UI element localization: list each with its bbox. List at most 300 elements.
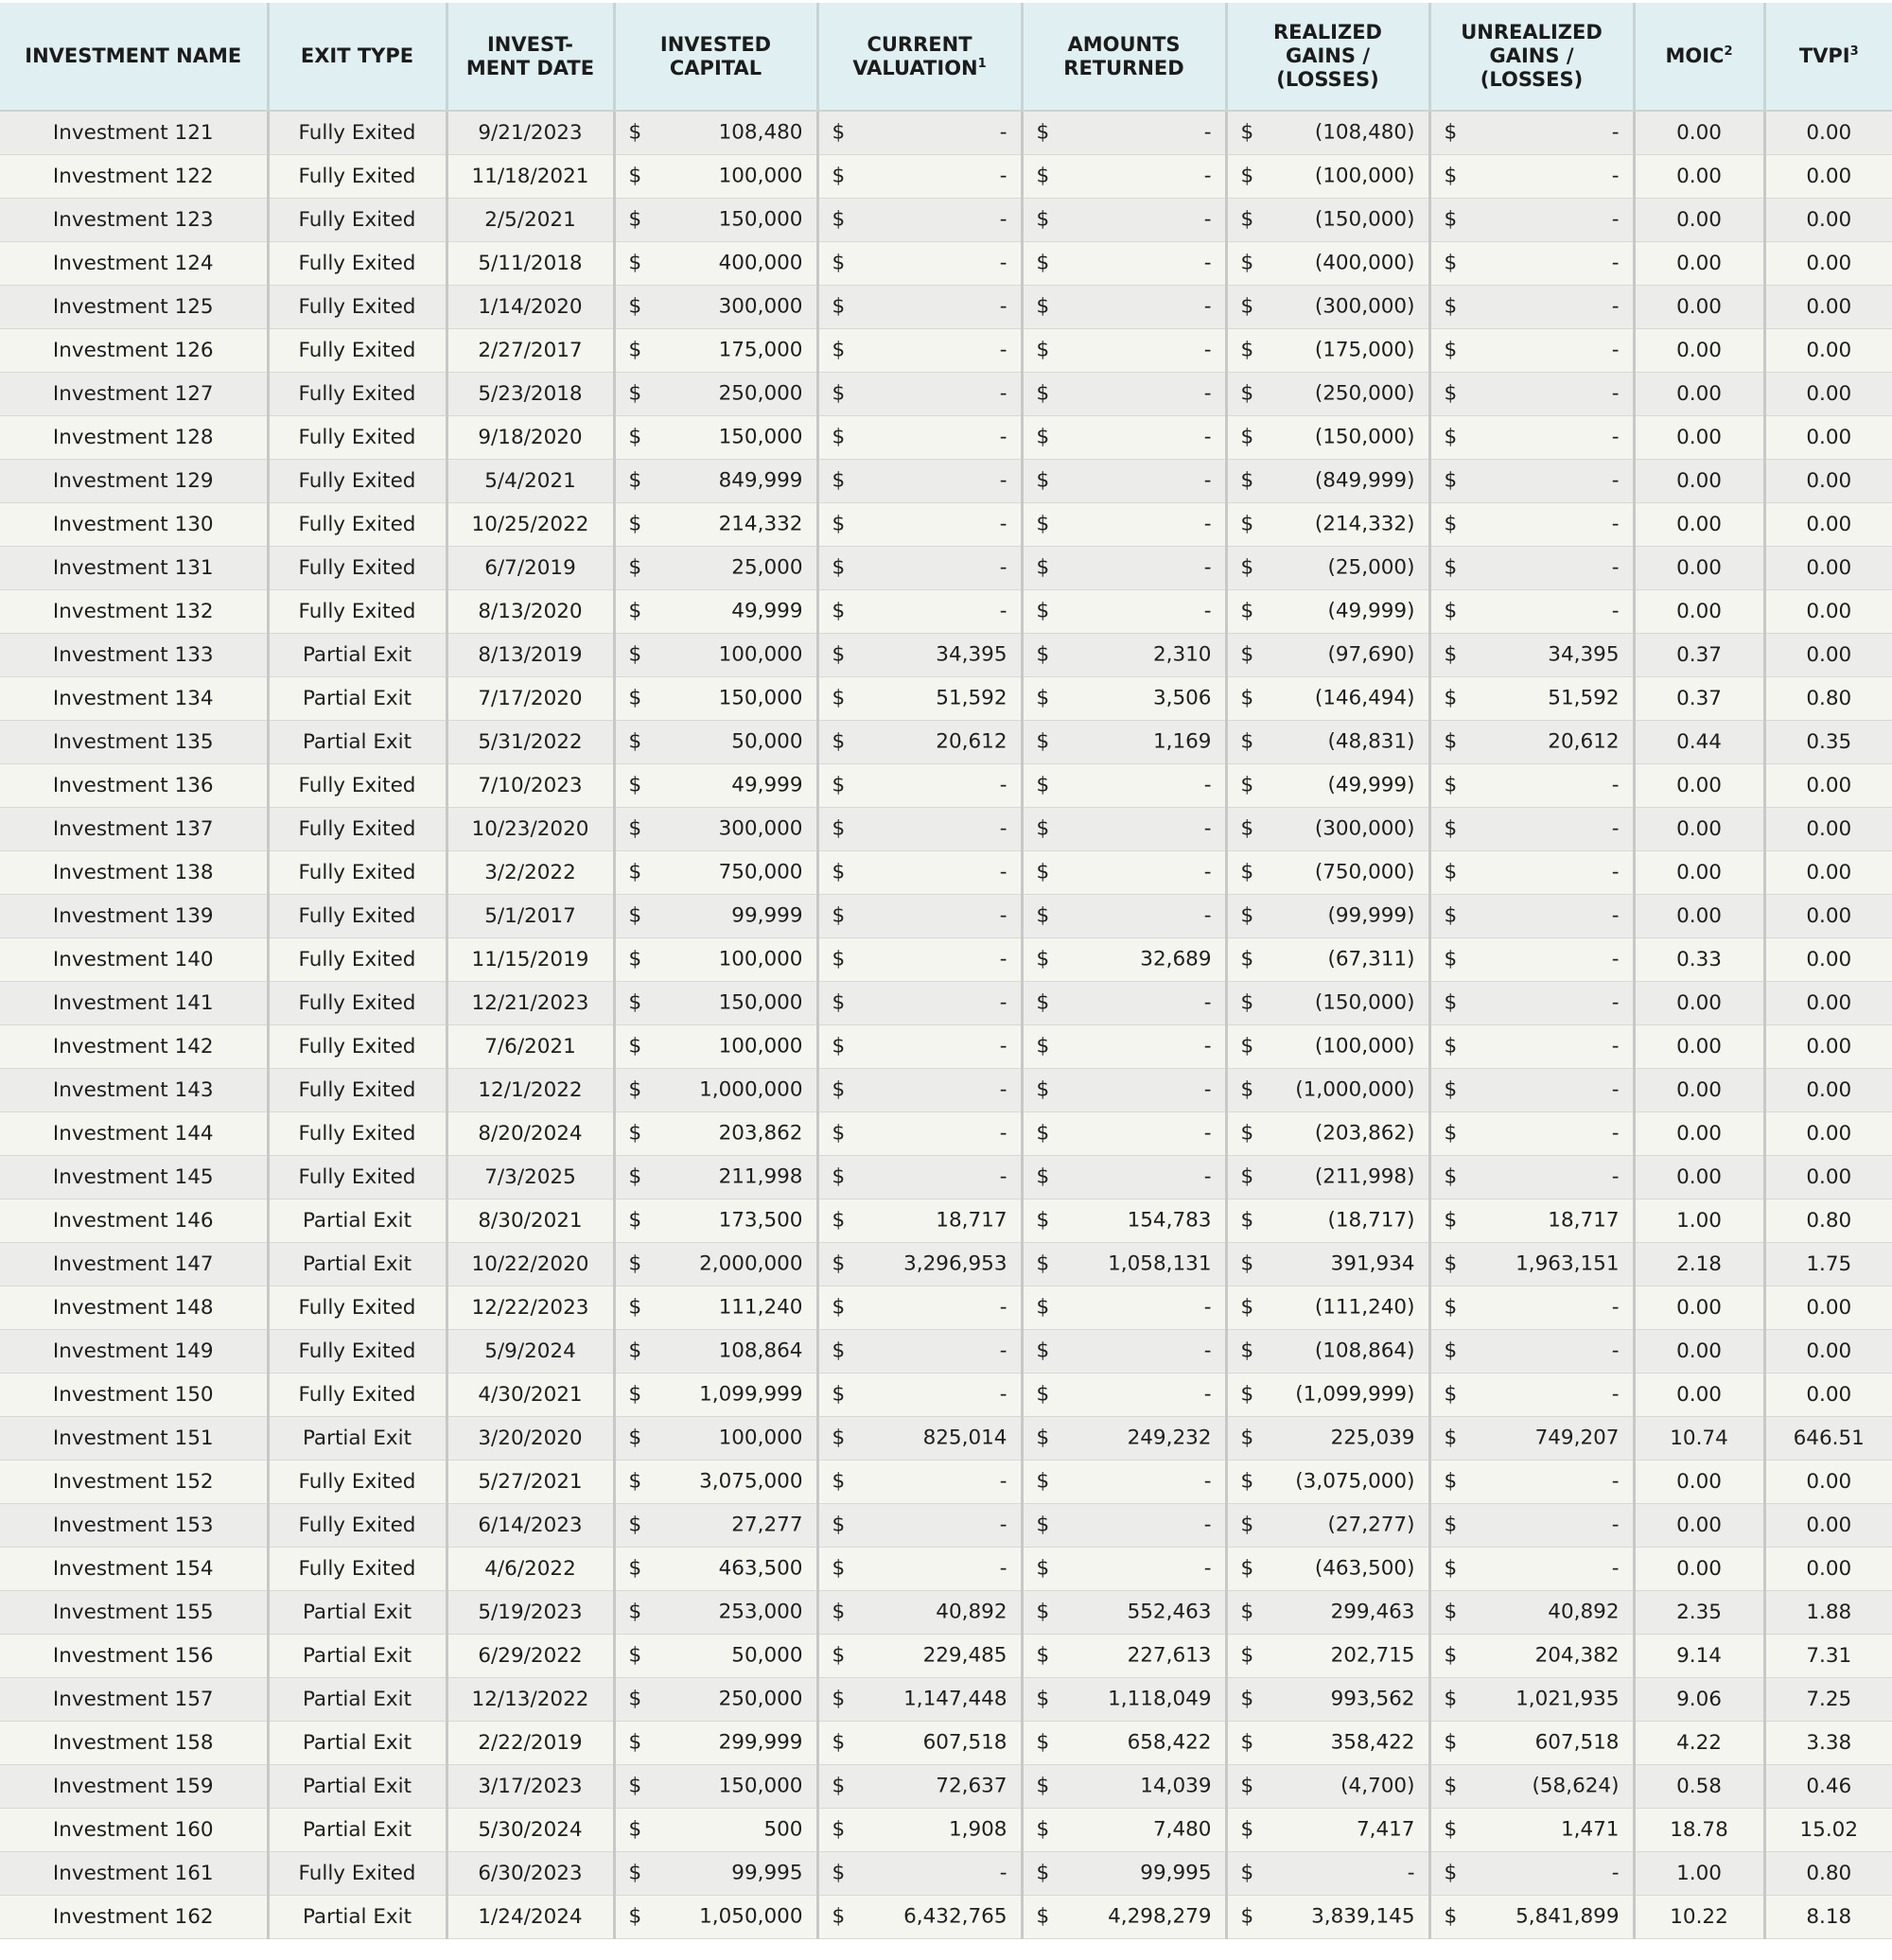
moic-cell[interactable]: 0.00 [1634,1111,1764,1155]
invested-capital-cell[interactable] [614,1199,817,1242]
investment-name-cell[interactable]: Investment 143 [0,1068,268,1111]
investment-name-cell[interactable]: Investment 128 [0,415,268,459]
realized-gains-cell[interactable] [1226,459,1429,502]
unrealized-gains-cell[interactable] [1429,807,1634,850]
amounts-returned-cell[interactable] [1022,502,1226,546]
amounts-returned-cell[interactable] [1022,850,1226,894]
current-valuation-cell[interactable] [817,937,1022,981]
current-valuation-cell[interactable] [817,546,1022,589]
tvpi-cell[interactable]: 0.35 [1764,720,1892,763]
amounts-returned-cell[interactable] [1022,1764,1226,1808]
current-valuation-cell[interactable] [817,502,1022,546]
investment-name-cell[interactable]: Investment 122 [0,154,268,198]
amounts-returned-cell[interactable] [1022,633,1226,676]
investment-date-cell[interactable]: 2/5/2021 [447,198,614,241]
moic-cell[interactable]: 0.00 [1634,285,1764,328]
col-exit-type[interactable]: EXIT TYPE [268,3,447,111]
amounts-returned-cell[interactable] [1022,1111,1226,1155]
tvpi-cell[interactable]: 0.00 [1764,1068,1892,1111]
moic-cell[interactable]: 18.78 [1634,1808,1764,1851]
current-valuation-cell[interactable] [817,1111,1022,1155]
current-valuation-cell[interactable] [817,1286,1022,1329]
amounts-returned-cell[interactable] [1022,1851,1226,1895]
investment-date-cell[interactable]: 9/18/2020 [447,415,614,459]
moic-cell[interactable]: 0.00 [1634,850,1764,894]
amounts-returned-cell[interactable] [1022,1590,1226,1634]
invested-capital-cell[interactable] [614,1503,817,1547]
realized-gains-cell[interactable] [1226,1895,1429,1938]
investment-date-cell[interactable]: 3/20/2020 [447,1416,614,1460]
tvpi-cell[interactable]: 0.80 [1764,676,1892,720]
realized-gains-cell[interactable] [1226,372,1429,415]
investment-date-cell[interactable]: 8/20/2024 [447,1111,614,1155]
invested-capital-cell[interactable] [614,415,817,459]
exit-type-cell[interactable]: Partial Exit [268,1721,447,1764]
moic-cell[interactable]: 0.00 [1634,807,1764,850]
invested-capital-cell[interactable] [614,502,817,546]
tvpi-cell[interactable]: 0.00 [1764,198,1892,241]
realized-gains-cell[interactable] [1226,1416,1429,1460]
moic-cell[interactable]: 2.18 [1634,1242,1764,1286]
current-valuation-cell[interactable] [817,1547,1022,1590]
investment-date-cell[interactable]: 7/3/2025 [447,1155,614,1199]
realized-gains-cell[interactable] [1226,720,1429,763]
investment-name-cell[interactable]: Investment 157 [0,1677,268,1721]
amounts-returned-cell[interactable] [1022,111,1226,154]
tvpi-cell[interactable]: 0.00 [1764,1547,1892,1590]
amounts-returned-cell[interactable] [1022,1677,1226,1721]
invested-capital-cell[interactable] [614,285,817,328]
realized-gains-cell[interactable] [1226,1068,1429,1111]
amounts-returned-cell[interactable] [1022,1721,1226,1764]
col-realized-gains[interactable]: REALIZED GAINS / (LOSSES) [1226,3,1429,111]
amounts-returned-cell[interactable] [1022,937,1226,981]
investment-name-cell[interactable]: Investment 132 [0,589,268,633]
realized-gains-cell[interactable] [1226,1764,1429,1808]
moic-cell[interactable]: 0.00 [1634,198,1764,241]
unrealized-gains-cell[interactable] [1429,1416,1634,1460]
current-valuation-cell[interactable] [817,459,1022,502]
moic-cell[interactable]: 0.00 [1634,459,1764,502]
investment-name-cell[interactable]: Investment 129 [0,459,268,502]
unrealized-gains-cell[interactable] [1429,1373,1634,1416]
current-valuation-cell[interactable] [817,372,1022,415]
investment-name-cell[interactable]: Investment 126 [0,328,268,372]
amounts-returned-cell[interactable] [1022,241,1226,285]
realized-gains-cell[interactable] [1226,1851,1429,1895]
moic-cell[interactable]: 0.44 [1634,720,1764,763]
invested-capital-cell[interactable] [614,1286,817,1329]
invested-capital-cell[interactable] [614,1851,817,1895]
unrealized-gains-cell[interactable] [1429,981,1634,1024]
tvpi-cell[interactable]: 0.00 [1764,111,1892,154]
current-valuation-cell[interactable] [817,1460,1022,1503]
unrealized-gains-cell[interactable] [1429,285,1634,328]
moic-cell[interactable]: 4.22 [1634,1721,1764,1764]
current-valuation-cell[interactable] [817,720,1022,763]
investment-name-cell[interactable]: Investment 144 [0,1111,268,1155]
amounts-returned-cell[interactable] [1022,1634,1226,1677]
realized-gains-cell[interactable] [1226,415,1429,459]
investment-date-cell[interactable]: 10/25/2022 [447,502,614,546]
exit-type-cell[interactable]: Partial Exit [268,676,447,720]
tvpi-cell[interactable]: 1.88 [1764,1590,1892,1634]
investment-date-cell[interactable]: 11/15/2019 [447,937,614,981]
amounts-returned-cell[interactable] [1022,1242,1226,1286]
investment-name-cell[interactable]: Investment 151 [0,1416,268,1460]
moic-cell[interactable]: 0.00 [1634,328,1764,372]
investment-name-cell[interactable]: Investment 162 [0,1895,268,1938]
exit-type-cell[interactable]: Partial Exit [268,720,447,763]
amounts-returned-cell[interactable] [1022,459,1226,502]
realized-gains-cell[interactable] [1226,502,1429,546]
tvpi-cell[interactable]: 0.00 [1764,850,1892,894]
tvpi-cell[interactable]: 0.00 [1764,1286,1892,1329]
exit-type-cell[interactable]: Fully Exited [268,502,447,546]
investment-date-cell[interactable]: 8/13/2019 [447,633,614,676]
exit-type-cell[interactable]: Fully Exited [268,589,447,633]
invested-capital-cell[interactable] [614,981,817,1024]
realized-gains-cell[interactable] [1226,1677,1429,1721]
realized-gains-cell[interactable] [1226,328,1429,372]
investment-name-cell[interactable]: Investment 150 [0,1373,268,1416]
unrealized-gains-cell[interactable] [1429,546,1634,589]
moic-cell[interactable]: 0.00 [1634,1068,1764,1111]
unrealized-gains-cell[interactable] [1429,633,1634,676]
investment-date-cell[interactable]: 5/11/2018 [447,241,614,285]
moic-cell[interactable]: 0.00 [1634,502,1764,546]
investment-date-cell[interactable]: 5/27/2021 [447,1460,614,1503]
exit-type-cell[interactable]: Fully Exited [268,285,447,328]
realized-gains-cell[interactable] [1226,1547,1429,1590]
investment-name-cell[interactable]: Investment 121 [0,111,268,154]
exit-type-cell[interactable]: Fully Exited [268,1373,447,1416]
moic-cell[interactable]: 1.00 [1634,1851,1764,1895]
investment-date-cell[interactable]: 7/17/2020 [447,676,614,720]
tvpi-cell[interactable]: 0.00 [1764,154,1892,198]
investment-date-cell[interactable]: 1/14/2020 [447,285,614,328]
investment-date-cell[interactable]: 5/1/2017 [447,894,614,937]
tvpi-cell[interactable]: 0.00 [1764,1503,1892,1547]
investment-date-cell[interactable]: 3/2/2022 [447,850,614,894]
exit-type-cell[interactable]: Fully Exited [268,328,447,372]
tvpi-cell[interactable]: 0.00 [1764,1460,1892,1503]
current-valuation-cell[interactable] [817,1155,1022,1199]
realized-gains-cell[interactable] [1226,1329,1429,1373]
unrealized-gains-cell[interactable] [1429,850,1634,894]
current-valuation-cell[interactable] [817,1895,1022,1938]
moic-cell[interactable]: 0.00 [1634,894,1764,937]
current-valuation-cell[interactable] [817,1416,1022,1460]
realized-gains-cell[interactable] [1226,894,1429,937]
moic-cell[interactable]: 0.33 [1634,937,1764,981]
realized-gains-cell[interactable] [1226,1242,1429,1286]
current-valuation-cell[interactable] [817,1503,1022,1547]
exit-type-cell[interactable]: Partial Exit [268,1634,447,1677]
invested-capital-cell[interactable] [614,850,817,894]
unrealized-gains-cell[interactable] [1429,1024,1634,1068]
realized-gains-cell[interactable] [1226,807,1429,850]
realized-gains-cell[interactable] [1226,1024,1429,1068]
moic-cell[interactable]: 0.00 [1634,589,1764,633]
unrealized-gains-cell[interactable] [1429,415,1634,459]
unrealized-gains-cell[interactable] [1429,459,1634,502]
realized-gains-cell[interactable] [1226,1111,1429,1155]
investment-date-cell[interactable]: 5/4/2021 [447,459,614,502]
col-amounts-returned[interactable]: AMOUNTS RETURNED [1022,3,1226,111]
exit-type-cell[interactable]: Fully Exited [268,1024,447,1068]
exit-type-cell[interactable]: Fully Exited [268,850,447,894]
exit-type-cell[interactable]: Fully Exited [268,372,447,415]
exit-type-cell[interactable]: Partial Exit [268,1242,447,1286]
current-valuation-cell[interactable] [817,633,1022,676]
investment-date-cell[interactable]: 5/19/2023 [447,1590,614,1634]
moic-cell[interactable]: 0.00 [1634,1024,1764,1068]
investment-name-cell[interactable]: Investment 135 [0,720,268,763]
realized-gains-cell[interactable] [1226,589,1429,633]
tvpi-cell[interactable]: 0.00 [1764,1373,1892,1416]
current-valuation-cell[interactable] [817,1024,1022,1068]
unrealized-gains-cell[interactable] [1429,241,1634,285]
moic-cell[interactable]: 0.58 [1634,1764,1764,1808]
investment-name-cell[interactable]: Investment 142 [0,1024,268,1068]
exit-type-cell[interactable]: Fully Exited [268,1503,447,1547]
current-valuation-cell[interactable] [817,676,1022,720]
tvpi-cell[interactable]: 0.46 [1764,1764,1892,1808]
current-valuation-cell[interactable] [817,981,1022,1024]
unrealized-gains-cell[interactable] [1429,1895,1634,1938]
realized-gains-cell[interactable] [1226,1590,1429,1634]
exit-type-cell[interactable]: Partial Exit [268,633,447,676]
invested-capital-cell[interactable] [614,154,817,198]
current-valuation-cell[interactable] [817,1634,1022,1677]
investment-name-cell[interactable]: Investment 152 [0,1460,268,1503]
amounts-returned-cell[interactable] [1022,763,1226,807]
amounts-returned-cell[interactable] [1022,546,1226,589]
realized-gains-cell[interactable] [1226,198,1429,241]
unrealized-gains-cell[interactable] [1429,763,1634,807]
investment-date-cell[interactable]: 12/1/2022 [447,1068,614,1111]
exit-type-cell[interactable]: Fully Exited [268,111,447,154]
col-investment-name[interactable]: INVESTMENT NAME [0,3,268,111]
realized-gains-cell[interactable] [1226,1373,1429,1416]
unrealized-gains-cell[interactable] [1429,1851,1634,1895]
realized-gains-cell[interactable] [1226,1460,1429,1503]
investment-date-cell[interactable]: 8/13/2020 [447,589,614,633]
amounts-returned-cell[interactable] [1022,372,1226,415]
investment-date-cell[interactable]: 10/23/2020 [447,807,614,850]
amounts-returned-cell[interactable] [1022,1547,1226,1590]
amounts-returned-cell[interactable] [1022,1024,1226,1068]
investment-date-cell[interactable]: 5/23/2018 [447,372,614,415]
investment-date-cell[interactable]: 2/22/2019 [447,1721,614,1764]
tvpi-cell[interactable]: 0.00 [1764,328,1892,372]
tvpi-cell[interactable]: 0.00 [1764,459,1892,502]
unrealized-gains-cell[interactable] [1429,502,1634,546]
moic-cell[interactable]: 0.00 [1634,241,1764,285]
investment-name-cell[interactable]: Investment 155 [0,1590,268,1634]
current-valuation-cell[interactable] [817,589,1022,633]
current-valuation-cell[interactable] [817,1590,1022,1634]
unrealized-gains-cell[interactable] [1429,1547,1634,1590]
unrealized-gains-cell[interactable] [1429,328,1634,372]
current-valuation-cell[interactable] [817,154,1022,198]
tvpi-cell[interactable]: 0.00 [1764,807,1892,850]
current-valuation-cell[interactable] [817,1851,1022,1895]
investment-name-cell[interactable]: Investment 145 [0,1155,268,1199]
exit-type-cell[interactable]: Fully Exited [268,937,447,981]
investment-date-cell[interactable]: 4/30/2021 [447,1373,614,1416]
exit-type-cell[interactable]: Fully Exited [268,198,447,241]
tvpi-cell[interactable]: 0.00 [1764,1111,1892,1155]
tvpi-cell[interactable]: 15.02 [1764,1808,1892,1851]
exit-type-cell[interactable]: Fully Exited [268,1155,447,1199]
investment-name-cell[interactable]: Investment 140 [0,937,268,981]
investment-name-cell[interactable]: Investment 136 [0,763,268,807]
moic-cell[interactable]: 0.00 [1634,763,1764,807]
moic-cell[interactable]: 0.00 [1634,1460,1764,1503]
exit-type-cell[interactable]: Fully Exited [268,1547,447,1590]
current-valuation-cell[interactable] [817,1199,1022,1242]
invested-capital-cell[interactable] [614,372,817,415]
moic-cell[interactable]: 9.06 [1634,1677,1764,1721]
investment-date-cell[interactable]: 3/17/2023 [447,1764,614,1808]
tvpi-cell[interactable]: 0.00 [1764,241,1892,285]
investment-name-cell[interactable]: Investment 138 [0,850,268,894]
investment-name-cell[interactable]: Investment 134 [0,676,268,720]
invested-capital-cell[interactable] [614,1329,817,1373]
tvpi-cell[interactable]: 0.00 [1764,633,1892,676]
unrealized-gains-cell[interactable] [1429,1634,1634,1677]
investment-name-cell[interactable]: Investment 139 [0,894,268,937]
investment-date-cell[interactable]: 12/21/2023 [447,981,614,1024]
exit-type-cell[interactable]: Partial Exit [268,1808,447,1851]
tvpi-cell[interactable]: 0.00 [1764,981,1892,1024]
amounts-returned-cell[interactable] [1022,1286,1226,1329]
investment-name-cell[interactable]: Investment 159 [0,1764,268,1808]
moic-cell[interactable]: 0.00 [1634,372,1764,415]
col-moic[interactable]: MOIC$^2$ [1634,3,1764,111]
invested-capital-cell[interactable] [614,1677,817,1721]
amounts-returned-cell[interactable] [1022,1808,1226,1851]
investment-name-cell[interactable]: Investment 130 [0,502,268,546]
tvpi-cell[interactable]: 0.00 [1764,415,1892,459]
current-valuation-cell[interactable] [817,807,1022,850]
amounts-returned-cell[interactable] [1022,154,1226,198]
invested-capital-cell[interactable] [614,676,817,720]
investment-date-cell[interactable]: 6/29/2022 [447,1634,614,1677]
exit-type-cell[interactable]: Fully Exited [268,241,447,285]
investment-name-cell[interactable]: Investment 133 [0,633,268,676]
tvpi-cell[interactable]: 0.00 [1764,1155,1892,1199]
investment-date-cell[interactable]: 8/30/2021 [447,1199,614,1242]
amounts-returned-cell[interactable] [1022,285,1226,328]
invested-capital-cell[interactable] [614,807,817,850]
investment-name-cell[interactable]: Investment 137 [0,807,268,850]
investment-date-cell[interactable]: 7/10/2023 [447,763,614,807]
current-valuation-cell[interactable] [817,850,1022,894]
investment-name-cell[interactable]: Investment 153 [0,1503,268,1547]
tvpi-cell[interactable]: 8.18 [1764,1895,1892,1938]
unrealized-gains-cell[interactable] [1429,1808,1634,1851]
unrealized-gains-cell[interactable] [1429,1764,1634,1808]
col-current-valuation[interactable]: CURRENT VALUATION$^1$ [817,3,1022,111]
realized-gains-cell[interactable] [1226,1721,1429,1764]
investment-date-cell[interactable]: 11/18/2021 [447,154,614,198]
moic-cell[interactable]: 9.14 [1634,1634,1764,1677]
invested-capital-cell[interactable] [614,1416,817,1460]
invested-capital-cell[interactable] [614,1590,817,1634]
tvpi-cell[interactable]: 0.00 [1764,1024,1892,1068]
unrealized-gains-cell[interactable] [1429,1155,1634,1199]
current-valuation-cell[interactable] [817,1764,1022,1808]
col-unrealized-gains[interactable]: UNREALIZED GAINS / (LOSSES) [1429,3,1634,111]
exit-type-cell[interactable]: Fully Exited [268,1111,447,1155]
realized-gains-cell[interactable] [1226,241,1429,285]
investment-date-cell[interactable]: 7/6/2021 [447,1024,614,1068]
investment-date-cell[interactable]: 12/13/2022 [447,1677,614,1721]
exit-type-cell[interactable]: Fully Exited [268,807,447,850]
amounts-returned-cell[interactable] [1022,1068,1226,1111]
tvpi-cell[interactable]: 0.80 [1764,1199,1892,1242]
unrealized-gains-cell[interactable] [1429,372,1634,415]
moic-cell[interactable]: 0.00 [1634,1286,1764,1329]
moic-cell[interactable]: 0.00 [1634,111,1764,154]
realized-gains-cell[interactable] [1226,111,1429,154]
invested-capital-cell[interactable] [614,720,817,763]
unrealized-gains-cell[interactable] [1429,1111,1634,1155]
investment-name-cell[interactable]: Investment 148 [0,1286,268,1329]
realized-gains-cell[interactable] [1226,1634,1429,1677]
moic-cell[interactable]: 10.22 [1634,1895,1764,1938]
tvpi-cell[interactable]: 0.00 [1764,589,1892,633]
invested-capital-cell[interactable] [614,1373,817,1416]
tvpi-cell[interactable]: 0.80 [1764,1851,1892,1895]
moic-cell[interactable]: 0.00 [1634,154,1764,198]
investment-date-cell[interactable]: 6/14/2023 [447,1503,614,1547]
current-valuation-cell[interactable] [817,285,1022,328]
invested-capital-cell[interactable] [614,937,817,981]
investment-name-cell[interactable]: Investment 141 [0,981,268,1024]
invested-capital-cell[interactable] [614,1155,817,1199]
realized-gains-cell[interactable] [1226,1199,1429,1242]
amounts-returned-cell[interactable] [1022,1373,1226,1416]
realized-gains-cell[interactable] [1226,154,1429,198]
tvpi-cell[interactable]: 0.00 [1764,1329,1892,1373]
current-valuation-cell[interactable] [817,1721,1022,1764]
realized-gains-cell[interactable] [1226,633,1429,676]
invested-capital-cell[interactable] [614,198,817,241]
current-valuation-cell[interactable] [817,1329,1022,1373]
investment-name-cell[interactable]: Investment 123 [0,198,268,241]
invested-capital-cell[interactable] [614,1068,817,1111]
tvpi-cell[interactable]: 7.31 [1764,1634,1892,1677]
invested-capital-cell[interactable] [614,1895,817,1938]
investment-date-cell[interactable]: 5/9/2024 [447,1329,614,1373]
invested-capital-cell[interactable] [614,1634,817,1677]
unrealized-gains-cell[interactable] [1429,1068,1634,1111]
unrealized-gains-cell[interactable] [1429,1677,1634,1721]
investment-date-cell[interactable]: 10/22/2020 [447,1242,614,1286]
tvpi-cell[interactable]: 0.00 [1764,546,1892,589]
tvpi-cell[interactable]: 0.00 [1764,937,1892,981]
amounts-returned-cell[interactable] [1022,415,1226,459]
amounts-returned-cell[interactable] [1022,981,1226,1024]
exit-type-cell[interactable]: Fully Exited [268,415,447,459]
investment-name-cell[interactable]: Investment 161 [0,1851,268,1895]
exit-type-cell[interactable]: Fully Exited [268,981,447,1024]
current-valuation-cell[interactable] [817,1373,1022,1416]
